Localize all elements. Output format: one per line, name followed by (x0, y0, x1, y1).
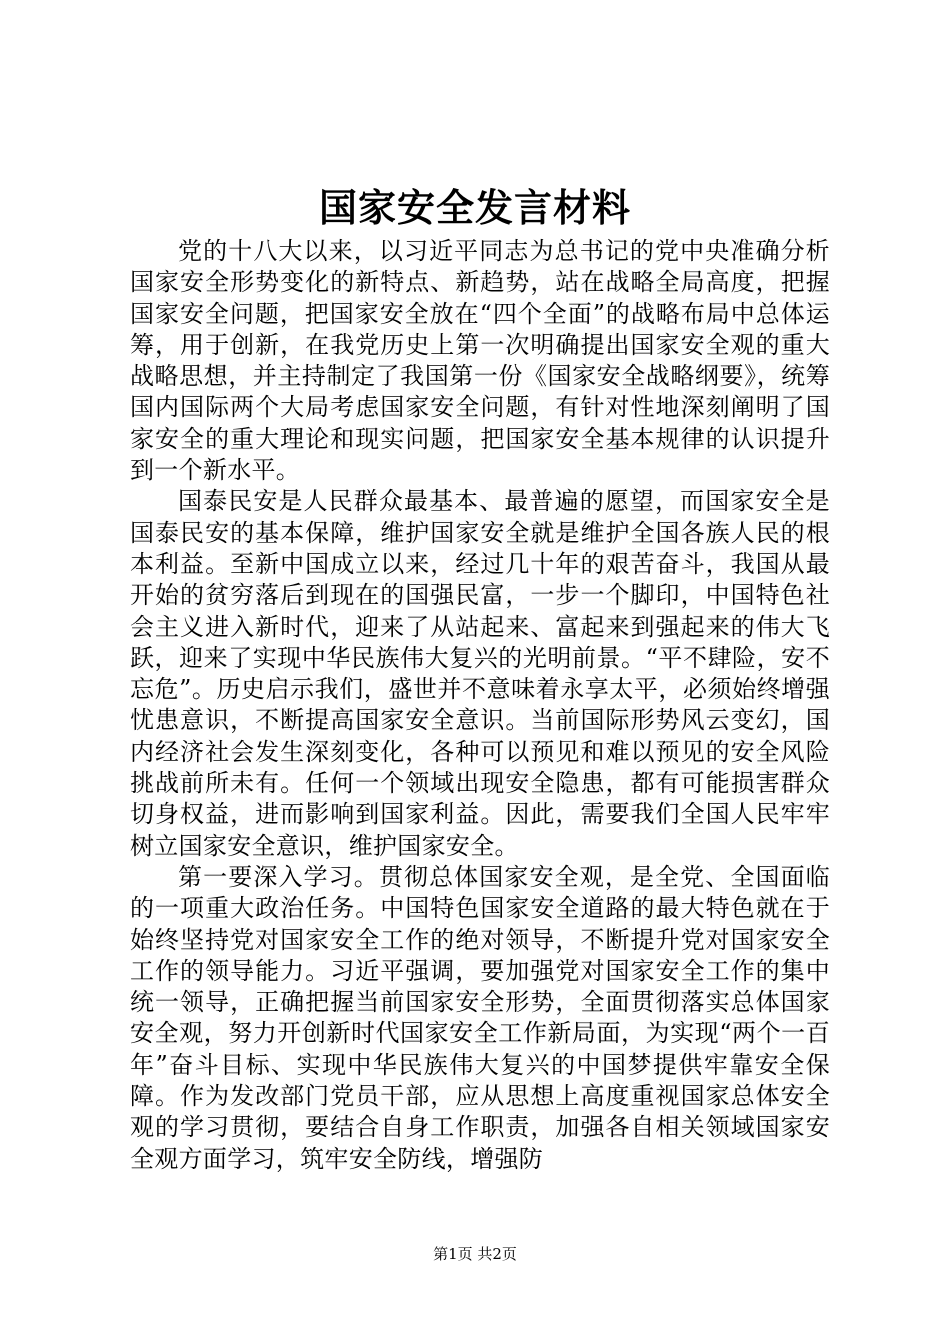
page-footer: 第1页 共2页 (433, 1245, 517, 1263)
paragraph-1: 党的十八大以来，以习近平同志为总书记的党中央准确分析国家安全形势变化的新特点、新趋势，站在战略全局高度，把握国家安全问题，把国家安全放在“四个全面”的战略布局中总体运筹，用于创新，在我党历史上第一次明确提出国家安全观的重大战略思想，并主持制定了我国第一份《国家安全战略纲要》，统筹国内国际两个大局考虑国家安全问题，有针对性地深刻阐明了国家安全的重大理论和现实问题，把国家安全基本规律的认识提升到一个新水平。 (130, 237, 830, 485)
document-body (130, 236, 830, 1175)
paragraph-2: 国泰民安是人民群众最基本、最普遍的愿望，而国家安全是国泰民安的基本保障，维护国家安全就是维护全国各族人民的根本利益。至新中国成立以来，经过几十年的艰苦奋斗，我国从最开始的贫穷落后到现在的国强民富，一步一个脚印，中国特色社会主义进入新时代，迎来了从站起来、富起来到强起来的伟大飞跃，迎来了实现中华民族伟大复兴的光明前景。“平不肆险，安不忘危”。历史启示我们，盛世并不意味着永享太平，必须始终增强忧患意识，不断提高国家安全意识。当前国际形势风云变幻，国内经济社会发生深刻变化，各种可以预见和难以预见的安全风险挑战前所未有。任何一个领域出现安全隐患，都有可能损害群众切身权益，进而影响到国家利益。因此，需要我们全国人民牢牢树立国家安全意识，维护国家安全。 (130, 487, 830, 860)
paragraph-3: 第一要深入学习。贯彻总体国家安全观，是全党、全国面临的一项重大政治任务。中国特色国家安全道路的最大特色就在于始终坚持党对国家安全工作的绝对领导，不断提升党对国家安全工作的领导能力。习近平强调，要加强党对国家安全工作的集中统一领导，正确把握当前国家安全形势，全面贯彻落实总体国家安全观，努力开创新时代国家安全工作新局面，为实现“两个一百年”奋斗目标、实现中华民族伟大复兴的中国梦提供牢靠安全保障。作为发改部门党员干部，应从思想上高度重视国家总体安全观的学习贯彻，要结合自身工作职责，加强各自相关领域国家安全观方面学习，筑牢安全防线，增强防 (130, 862, 830, 1173)
document-title: 国家安全发言材料 (318, 185, 631, 230)
